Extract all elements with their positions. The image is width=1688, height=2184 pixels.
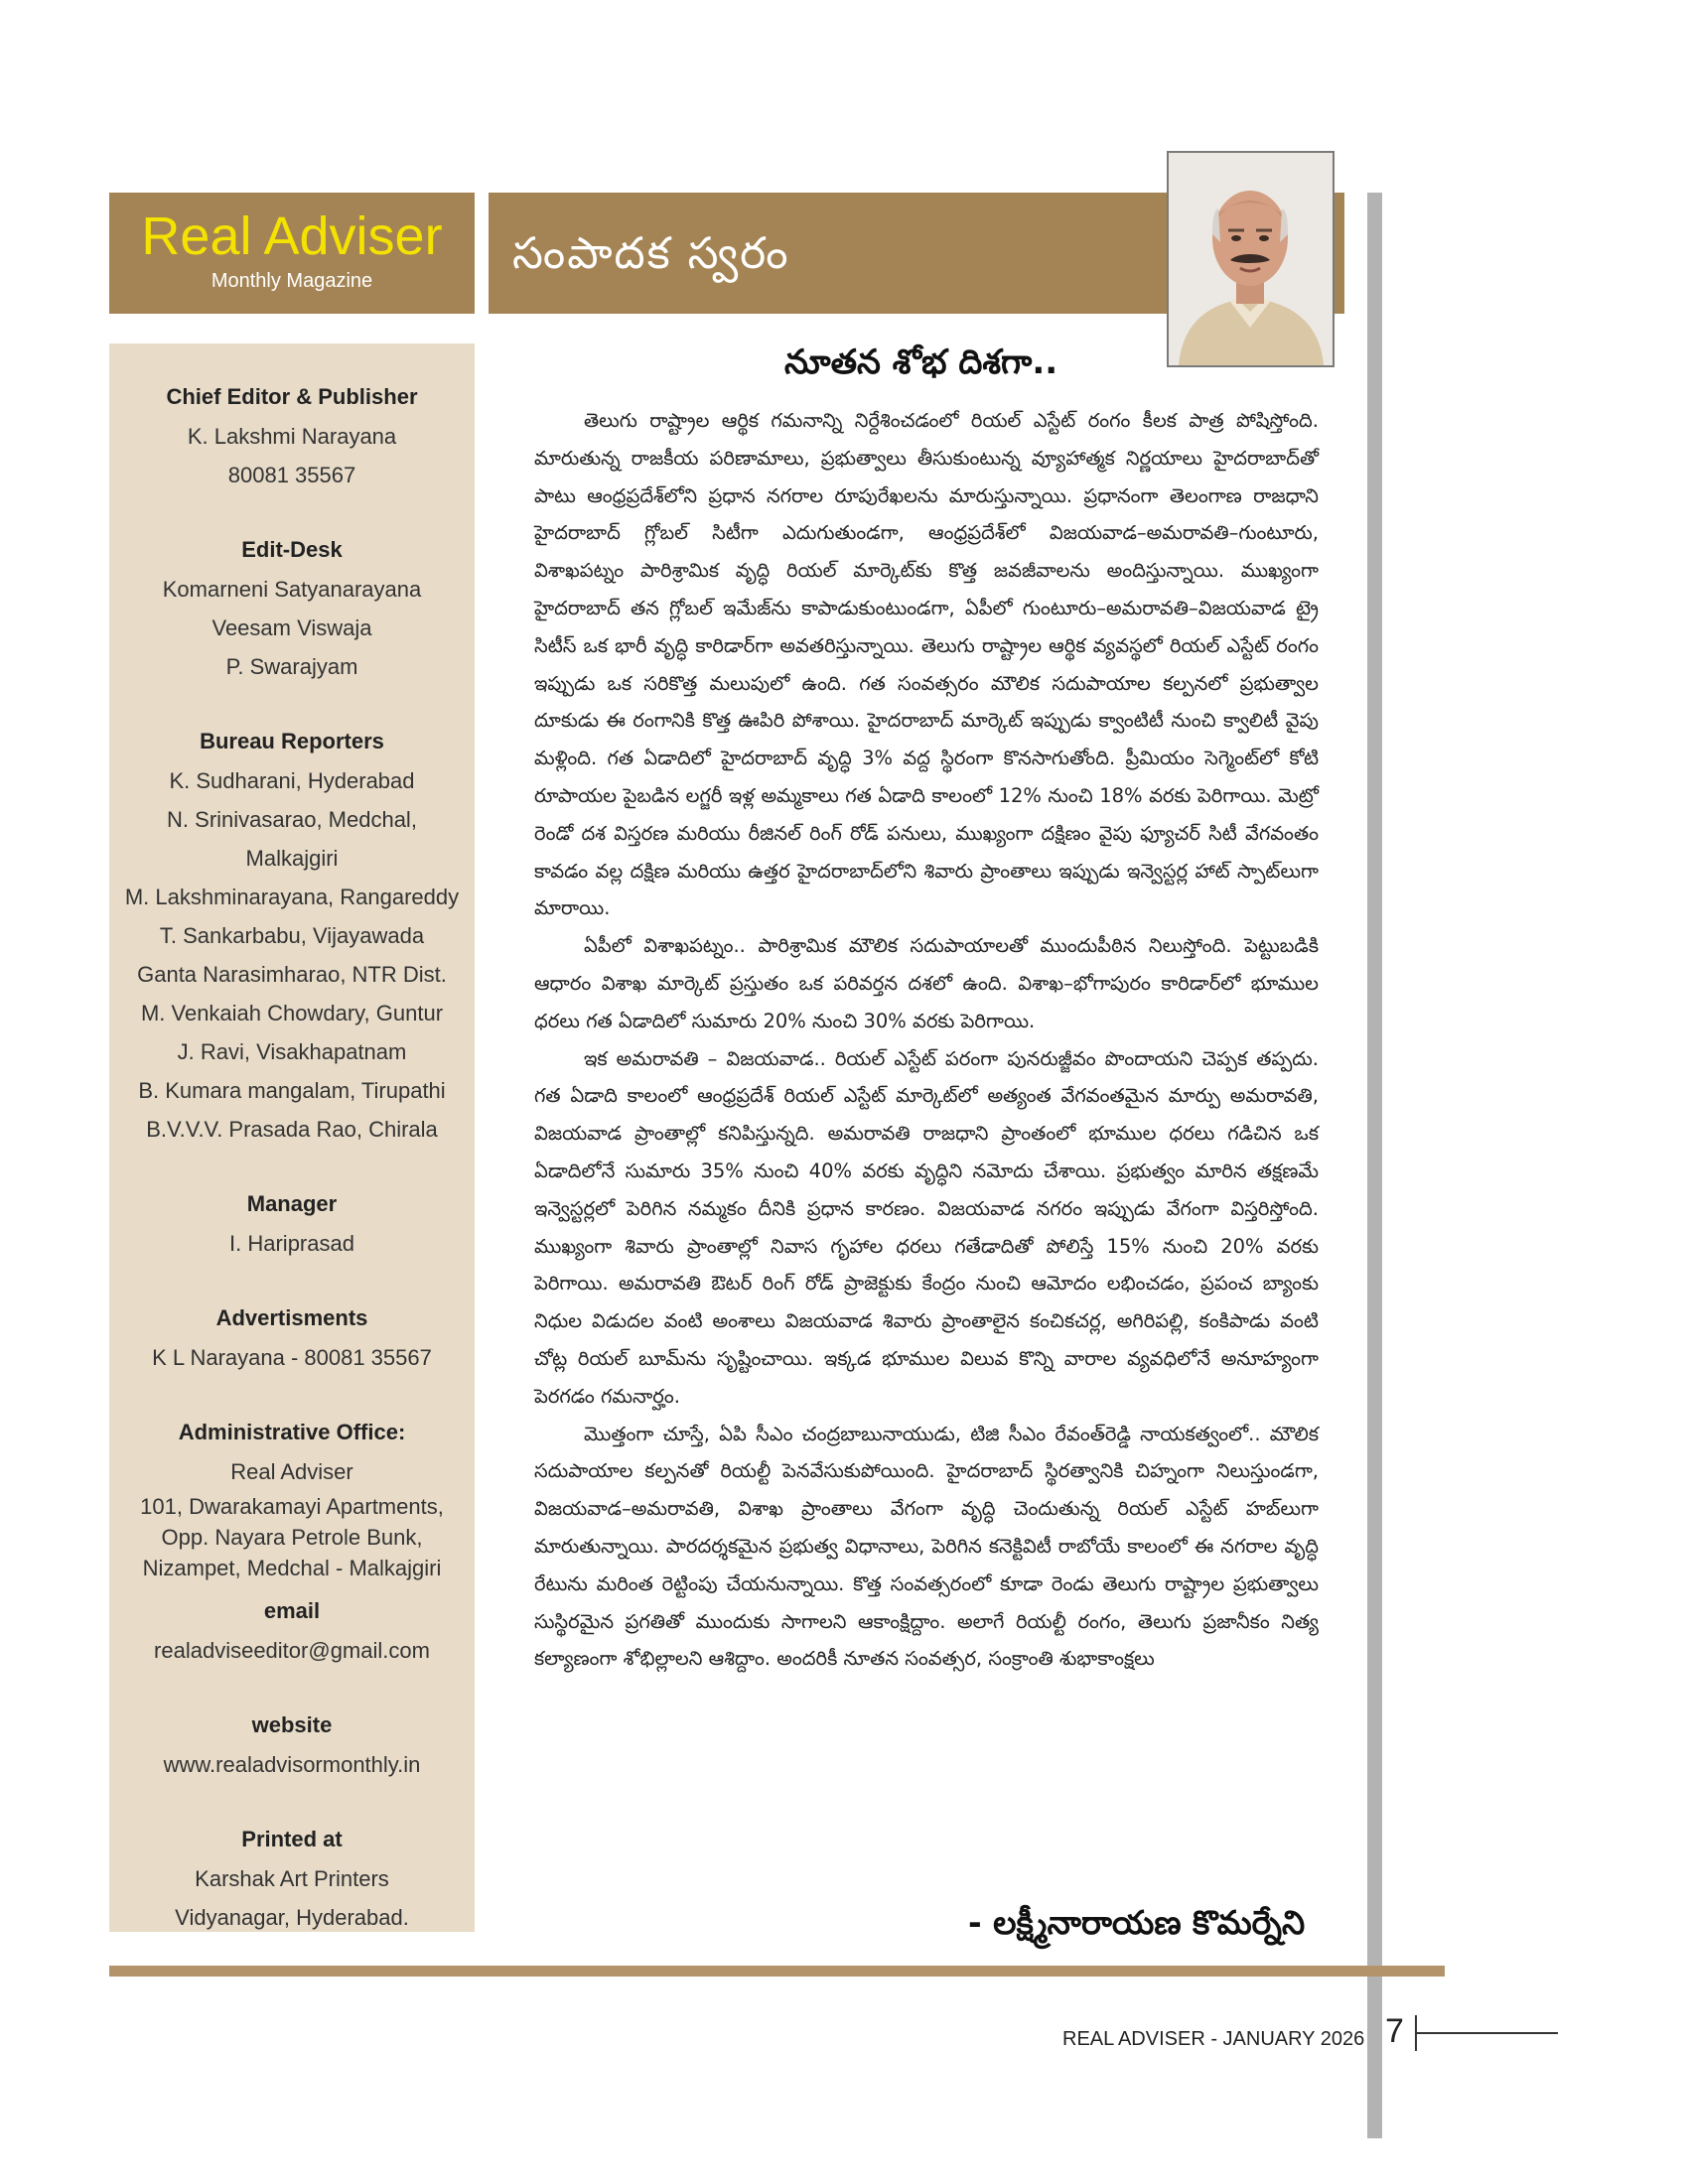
- sidebar-line: P. Swarajyam: [225, 654, 358, 679]
- sidebar-group-chief-editor: [109, 377, 475, 494]
- sidebar-line: B. Kumara mangalam, Tirupathi: [138, 1078, 446, 1103]
- sidebar-line: J. Ravi, Visakhapatnam: [177, 1039, 407, 1064]
- magazine-brand: Real Adviser: [141, 206, 443, 266]
- article-paragraph: ఇక అమరావతి – విజయవాడ.. రియల్ ఎస్టేట్ పరంగా పునరుజ్జీవం పొందాయని చెప్పక తప్పదు. గత ఏడాది కాలంలో ఆంధ్రప్రదేశ్ రియల్ ఎస్టేట్ మార్కెట్‌లో అత్యంత వేగవంతమైన మార్పు అమరావతి, విజయవాడ ప్రాంతాల్లో కనిపిస్తున్నది. అమరావతి రాజధాని ప్రాంతంలో భూముల ధరలు గడిచిన ఒక ఏడాదిలోనే సుమారు 35% నుంచి 40% వరకు వృద్ధిని నమోదు చేశాయి. ప్రభుత్వం మారిన తక్షణమే ఇన్వెస్టర్లలో పెరిగిన నమ్మకం దీనికి ప్రధాన కారణం. విజయవాడ నగరం ఇప్పుడు వేగంగా విస్తరిస్తోంది. ముఖ్యంగా శివారు ప్రాంతాల్లో నివాస గృహాల ధరలు గతేడాదితో పోలిస్తే 15% నుంచి 20% వరకు పెరిగాయి. అమరావతి ఔటర్ రింగ్ రోడ్ ప్రాజెక్టుకు కేంద్రం నుంచి ఆమోదం లభించడం, ప్రపంచ బ్యాంకు నిధుల విడుదల వంటి అంశాలు విజయవాడ శివారు ప్రాంతాలైన కంచికచర్ల, అగిరిపల్లి, కంకిపాడు వంటి చోట్ల రియల్ బూమ్‌ను సృష్టించాయి. ఇక్కడ భూముల విలువ కొన్ని వారాల వ్యవధిలోనే అనూహ్యంగా పెరగడం గమనార్హం.: [534, 1046, 1319, 1408]
- vertical-divider: [1367, 193, 1382, 2138]
- sidebar-line: Real Adviser: [230, 1459, 353, 1484]
- sidebar-group-title: Administrative Office:: [178, 1420, 406, 1444]
- sidebar-group-edit-desk: [109, 530, 475, 686]
- sidebar-line: B.V.V.V. Prasada Rao, Chirala: [146, 1117, 438, 1142]
- article-body: [534, 402, 1319, 1678]
- website-address: www.realadvisormonthly.in: [163, 1752, 421, 1777]
- article-headline: నూతన శోభ దిశగా..: [784, 342, 1058, 382]
- sidebar-line: 80081 35567: [227, 463, 356, 487]
- page-number: 7: [1385, 2012, 1404, 2050]
- sidebar-line: M. Venkaiah Chowdary, Guntur: [140, 1001, 444, 1025]
- column-title: సంపాదక స్వరం: [512, 228, 790, 279]
- bottom-rule: [109, 1966, 1445, 1977]
- sidebar-group-title: Manager: [246, 1191, 338, 1216]
- sidebar-group-email: [109, 1591, 475, 1670]
- sidebar-group-title: email: [263, 1598, 321, 1623]
- sidebar-line: Ganta Narasimharao, NTR Dist.: [137, 962, 447, 987]
- masthead: [109, 193, 475, 314]
- staff-sidebar: [109, 343, 475, 1932]
- sidebar-line: T. Sankarbabu, Vijayawada: [159, 923, 425, 948]
- office-address-line: 101, Dwarakamayi Apartments,: [140, 1494, 444, 1519]
- sidebar-line: Komarneni Satyanarayana: [162, 577, 422, 602]
- sidebar-line: K L Narayana - 80081 35567: [152, 1345, 432, 1370]
- office-address-line: Opp. Nayara Petrole Bunk,: [161, 1525, 423, 1550]
- sidebar-group-title: website: [251, 1712, 333, 1737]
- sidebar-group-title: Chief Editor & Publisher: [166, 384, 418, 409]
- sidebar-line: Karshak Art Printers: [195, 1866, 389, 1891]
- article-paragraph: మొత్తంగా చూస్తే, ఏపి సీఎం చంద్రబాబునాయుడు, టిజి సీఎం రేవంత్‌రెడ్డి నాయకత్వంలో.. మౌలిక సదుపాయాల కల్పనతో రియల్టీ పెనవేసుకుపోయింది. హైదరాబాద్ స్థిరత్వానికి చిహ్నంగా నిలుస్తుండగా, విజయవాడ–అమరావతి, విశాఖ ప్రాంతాలు వేగంగా వృద్ధి చెందుతున్న రియల్ ఎస్టేట్ హబ్‌లుగా మారుతున్నాయి. పారదర్శకమైన ప్రభుత్వ విధానాలు, పెరిగిన కనెక్టివిటీ రాబోయే కాలంలో ఈ నగరాల వృద్ధి రేటును మరింత రెట్టింపు చేయనున్నాయి. కొత్త సంవత్సరంలో కూడా రెండు తెలుగు రాష్ట్రాల ప్రభుత్వాలు సుస్థిరమైన ప్రగతితో ముందుకు సాగాలని ఆకాంక్షిద్దాం. అలాగే రియల్టీ రంగం, తెలుగు ప్రజానీకం నిత్య కల్యాణంగా శోభిల్లాలని ఆశిద్దాం. అందరికీ నూతన సంవత్సర, సంక్రాంతి శుభాకాంక్షలు: [534, 1422, 1319, 1671]
- sidebar-line: Malkajgiri: [245, 846, 339, 871]
- sidebar-line: K. Lakshmi Narayana: [187, 424, 397, 449]
- editor-photo: [1167, 151, 1335, 367]
- sidebar-group-office: [109, 1413, 475, 1583]
- sidebar-line: K. Sudharani, Hyderabad: [169, 768, 415, 793]
- article-paragraph: ఏపీలో విశాఖపట్నం.. పారిశ్రామిక మౌలిక సదుపాయాలతో ముందుపీఠిన నిలుస్తోంది. పెట్టుబడికి ఆధారం విశాఖ మార్కెట్ ప్రస్తుతం ఒక పరివర్తన దశలో ఉంది. విశాఖ–భోగాపురం కారిడార్‌లో భూముల ధరలు గత ఏడాదిలో సుమారు 20% నుంచి 30% వరకు పెరిగాయి.: [534, 934, 1319, 1032]
- sidebar-line: Veesam Viswaja: [211, 615, 372, 640]
- sidebar-group-manager: [109, 1184, 475, 1263]
- sidebar-group-bureau-reporters: [109, 722, 475, 1149]
- sidebar-line: M. Lakshminarayana, Rangareddy: [124, 885, 460, 909]
- article-paragraph: తెలుగు రాష్ట్రాల ఆర్థిక గమనాన్ని నిర్దేశించడంలో రియల్ ఎస్టేట్ రంగం కీలక పాత్ర పోషిస్తోంది. మారుతున్న రాజకీయ పరిణామాలు, ప్రభుత్వాలు తీసుకుంటున్న వ్యూహాత్మక నిర్ణయాలు హైదరాబాద్‌తో పాటు ఆంధ్రప్రదేశ్‌లోని ప్రధాన నగరాల రూపురేఖలను మారుస్తున్నాయి. ప్రధానంగా తెలంగాణ రాజధాని హైదరాబాద్ గ్లోబల్ సిటీగా ఎదుగుతుండగా, ఆంధ్రప్రదేశ్‌లో విజయవాడ–అమరావతి–గుంటూరు, విశాఖపట్నం పారిశ్రామిక వృద్ధి రియల్ మార్కెట్‌కు కొత్త జవజీవాలను అందిస్తున్నాయి. ముఖ్యంగా హైదరాబాద్ తన గ్లోబల్ ఇమేజ్‌ను కాపాడుకుంటుండగా, ఏపీలో గుంటూరు–అమరావతి–విజయవాడ ట్రై సిటీస్ ఒక భారీ వృద్ధి కారిడార్‌గా అవతరిస్తున్నాయి. తెలుగు రాష్ట్రాల ఆర్థిక వ్యవస్థలో రియల్ ఎస్టేట్ రంగం ఇప్పుడు ఒక సరికొత్త మలుపులో ఉంది. గత సంవత్సరం మౌలిక సదుపాయాల కల్పనలో ప్రభుత్వాల దూకుడు ఈ రంగానికి కొత్త ఊపిరి పోశాయి. హైదరాబాద్ మార్కెట్ ఇప్పుడు క్వాంటిటీ నుంచి క్వాలిటీ వైపు మళ్లింది. గత ఏడాదిలో హైదరాబాద్ వృద్ధి 3% వద్ద స్థిరంగా కొనసాగుతోంది. ప్రీమియం సెగ్మెంట్‌లో కోటి రూపాయల పైబడిన లగ్జరీ ఇళ్ల అమ్మకాలు గత ఏడాది కాలంలో 12% నుంచి 18% వరకు పెరిగాయి. మెట్రో రెండో దశ విస్తరణ మరియు రీజినల్ రింగ్ రోడ్ పనులు, ముఖ్యంగా దక్షిణం వైపు ఫ్యూచర్ సిటీ వేగవంతం కావడం వల్ల దక్షిణ మరియు ఉత్తర హైదరాబాద్‌లోని శివారు ప్రాంతాలు ఇప్పుడు ఇన్వెస్టర్ల హాట్ స్పాట్‌లుగా మారాయి.: [534, 409, 1319, 920]
- sidebar-line: N. Srinivasarao, Medchal,: [167, 807, 417, 832]
- author-signature: - లక్ష్మీనారాయణ కొమర్నేని: [968, 1903, 1306, 1942]
- footer-line: [1417, 2032, 1558, 2034]
- sidebar-group-title: Edit-Desk: [241, 537, 343, 562]
- magazine-subtitle: Monthly Magazine: [211, 270, 373, 292]
- email-address: realadviseeditor@gmail.com: [154, 1638, 430, 1663]
- footer-issue: REAL ADVISER - JANUARY 2026: [1062, 2028, 1365, 2050]
- sidebar-group-advertisments: [109, 1298, 475, 1377]
- sidebar-line: I. Hariprasad: [229, 1231, 354, 1256]
- office-address-line: Nizampet, Medchal - Malkajgiri: [142, 1556, 442, 1580]
- sidebar-group-printed-at: [109, 1820, 475, 1937]
- sidebar-group-title: Advertisments: [215, 1305, 368, 1330]
- editor-portrait-icon: [1169, 153, 1333, 365]
- sidebar-group-title: Printed at: [241, 1827, 343, 1851]
- sidebar-line: Vidyanagar, Hyderabad.: [175, 1905, 409, 1930]
- sidebar-group-website: [109, 1706, 475, 1784]
- sidebar-group-title: Bureau Reporters: [200, 729, 384, 753]
